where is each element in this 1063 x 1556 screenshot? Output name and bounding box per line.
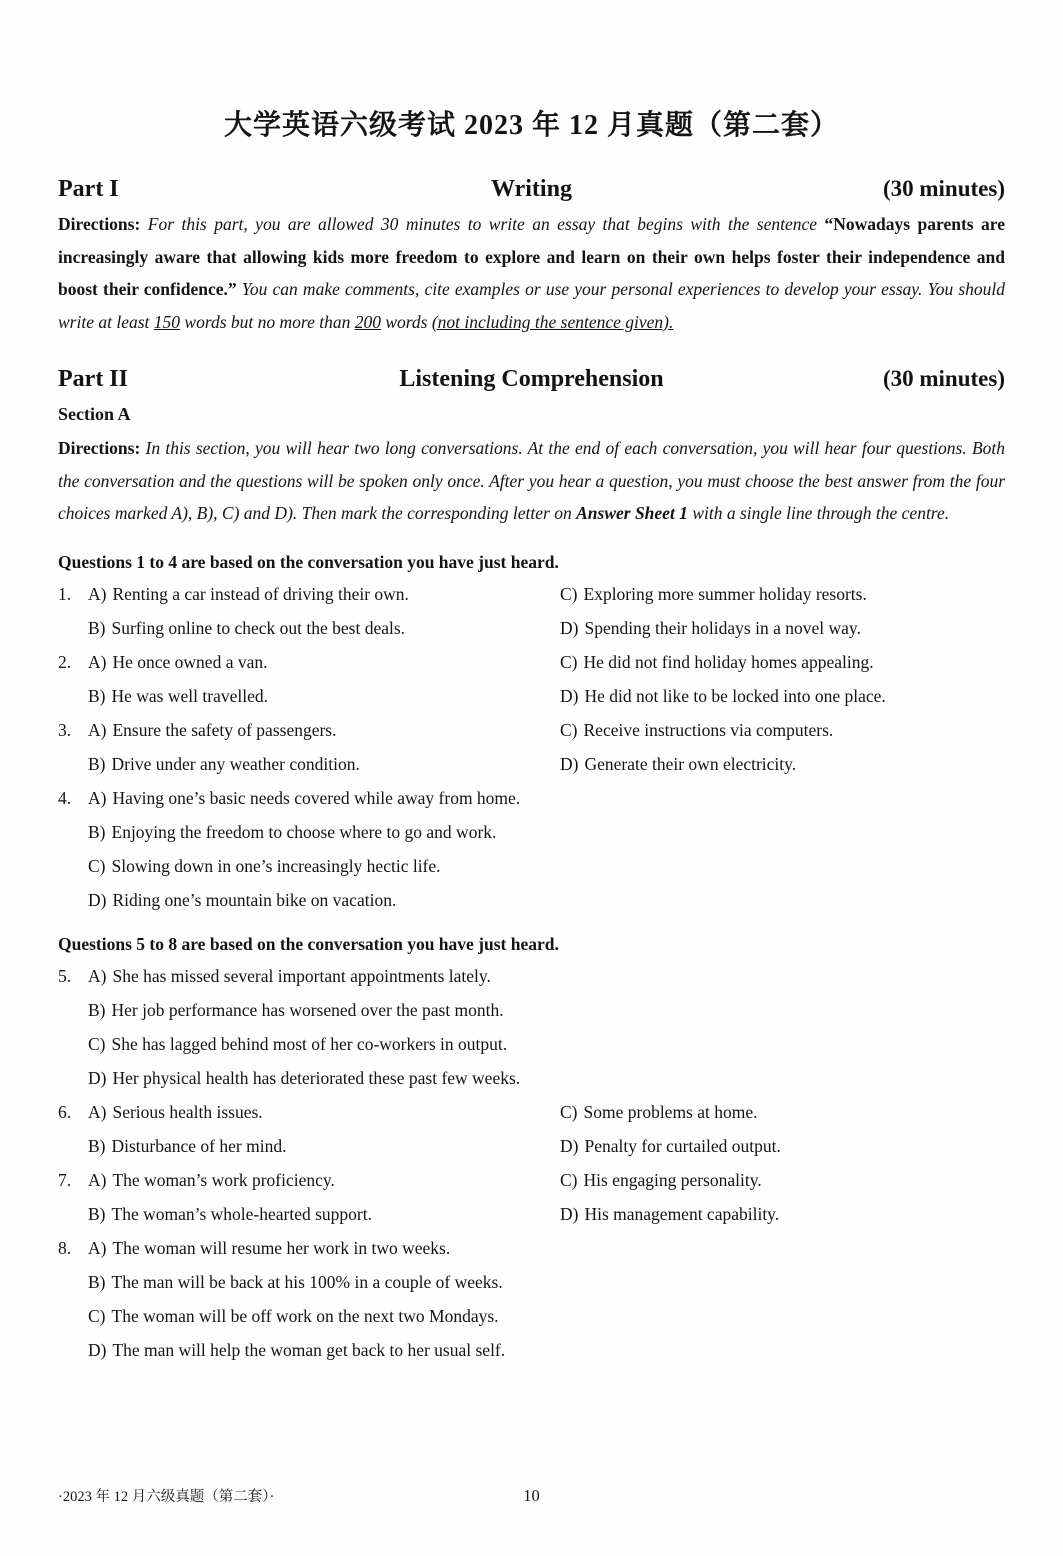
answer-option	[88, 1265, 1005, 1299]
answer-option	[88, 815, 1005, 849]
option-label: C)	[560, 1102, 578, 1122]
answer-option	[88, 993, 1005, 1027]
option-label: A)	[88, 584, 107, 604]
option-label: B)	[88, 822, 106, 842]
answer-option	[560, 577, 1005, 611]
part1-header	[58, 176, 1005, 203]
answer-option	[560, 713, 1005, 747]
part1-title: Writing	[491, 176, 572, 202]
answer-option	[88, 1061, 1005, 1095]
answer-option	[88, 849, 1005, 883]
option-text: His management capability.	[584, 1204, 780, 1224]
option-label: C)	[560, 1170, 578, 1190]
option-label: A)	[88, 1170, 107, 1190]
option-label: B)	[88, 754, 106, 774]
option-label: D)	[560, 754, 579, 774]
questions-1-4-heading: Questions 1 to 4 are based on the conversation you have just heard.	[58, 552, 559, 572]
directions-label: Directions:	[58, 438, 141, 458]
directions-label: Directions:	[58, 214, 141, 234]
answer-option	[88, 1333, 1005, 1367]
section-a-label: Section A	[58, 404, 131, 424]
option-text: Receive instructions via computers.	[583, 720, 834, 740]
question-4	[58, 781, 1005, 917]
question-number: 1.	[58, 584, 72, 604]
option-text: He once owned a van.	[112, 652, 268, 672]
option-label: D)	[560, 1136, 579, 1156]
question-number: 4.	[58, 788, 72, 808]
question-number: 2.	[58, 652, 72, 672]
option-text: The man will be back at his 100% in a couple of weeks.	[111, 1272, 503, 1292]
option-label: B)	[88, 618, 106, 638]
question-6	[58, 1095, 1005, 1163]
answer-option	[88, 679, 560, 713]
option-label: B)	[88, 1000, 106, 1020]
footer-source-label: ·2023 年 12 月六级真题（第二套）·	[58, 1489, 275, 1505]
answer-option	[560, 1163, 1005, 1197]
option-label: D)	[88, 1068, 107, 1088]
option-label: C)	[560, 584, 578, 604]
answer-option	[88, 1163, 560, 1197]
directions-note: (not including the sentence given)	[431, 311, 669, 332]
option-text: She has missed several important appointments lately.	[112, 966, 491, 986]
part1-directions	[58, 208, 1005, 338]
option-label: D)	[88, 1340, 107, 1360]
directions-between: words but no more than	[184, 311, 351, 332]
question-8	[58, 1231, 1005, 1367]
directions-body: In this section, you will hear two long conversations. At the end of each conversation, you will hear four questions. Both the conversation and the questions will be spoken only once. After you hear a question, you must choose the best answer from the four choices marked A), B), C) and D). Then mark the corresponding letter on	[58, 438, 1005, 523]
option-text: Drive under any weather condition.	[111, 754, 360, 774]
essay-opening-sentence: “Nowadays parents are increasingly aware that allowing kids more freedom to explore and learn on their own helps foster their independence and boost their confidence.”	[58, 214, 1005, 299]
option-label: C)	[560, 652, 578, 672]
option-label: C)	[88, 1306, 106, 1326]
answer-option	[88, 1299, 1005, 1333]
option-label: B)	[88, 686, 106, 706]
option-label: C)	[560, 720, 578, 740]
part1-label: Part I	[58, 176, 119, 202]
option-label: D)	[560, 686, 579, 706]
answer-option	[88, 611, 560, 645]
question-5	[58, 959, 1005, 1095]
option-label: A)	[88, 720, 107, 740]
question-7	[58, 1163, 1005, 1231]
option-label: D)	[560, 618, 579, 638]
option-text: Enjoying the freedom to choose where to go and work.	[111, 822, 497, 842]
question-number: 5.	[58, 966, 72, 986]
option-text: He did not like to be locked into one place.	[584, 686, 886, 706]
max-word-count: 200	[354, 311, 381, 332]
answer-option	[560, 645, 1005, 679]
option-text: Surfing online to check out the best deals.	[111, 618, 406, 638]
option-text: The woman will be off work on the next two Mondays.	[111, 1306, 499, 1326]
answer-sheet-reference: Answer Sheet 1	[576, 503, 688, 523]
option-text: Having one’s basic needs covered while away from home.	[112, 788, 521, 808]
option-text: Her job performance has worsened over the past month.	[111, 1000, 504, 1020]
part2-label: Part II	[58, 366, 128, 392]
answer-option	[88, 1231, 1005, 1265]
answer-option	[88, 1027, 1005, 1061]
option-text: Her physical health has deteriorated these past few weeks.	[112, 1068, 521, 1088]
part1-duration: (30 minutes)	[882, 176, 1005, 201]
answer-option	[88, 747, 560, 781]
option-text: The woman’s work proficiency.	[112, 1170, 335, 1190]
option-text: Ensure the safety of passengers.	[112, 720, 337, 740]
option-text: He did not find holiday homes appealing.	[583, 652, 874, 672]
question-number: 6.	[58, 1102, 72, 1122]
min-word-count: 150	[153, 311, 181, 332]
answer-option	[560, 679, 1005, 713]
option-text: The woman will resume her work in two weeks.	[112, 1238, 451, 1258]
option-label: D)	[88, 890, 107, 910]
directions-intro: For this part, you are allowed 30 minutes to write an essay that begins with the sentence	[147, 214, 818, 234]
question-number: 7.	[58, 1170, 72, 1190]
option-label: A)	[88, 788, 107, 808]
answer-option	[560, 747, 1005, 781]
directions-middle: You can make comments, cite examples or use your personal experiences to develop your essay. You should write at least	[58, 279, 1006, 332]
option-label: B)	[88, 1136, 106, 1156]
part2-title: Listening Comprehension	[399, 366, 664, 392]
answer-option	[560, 1095, 1005, 1129]
option-label: B)	[88, 1204, 106, 1224]
answer-option	[88, 781, 1005, 815]
option-text: Penalty for curtailed output.	[584, 1136, 781, 1156]
directions-period: .	[669, 311, 674, 332]
page-title: 大学英语六级考试 2023 年 12 月真题（第二套）	[223, 110, 839, 141]
part2-directions	[58, 432, 1005, 530]
option-text: She has lagged behind most of her co-workers in output.	[111, 1034, 508, 1054]
option-text: Serious health issues.	[112, 1102, 263, 1122]
directions-tail: with a single line through the centre.	[692, 503, 950, 523]
option-text: The woman’s whole-hearted support.	[111, 1204, 372, 1224]
question-3	[58, 713, 1005, 781]
part2-header	[58, 366, 1005, 393]
option-label: D)	[560, 1204, 579, 1224]
question-2	[58, 645, 1005, 713]
option-text: The man will help the woman get back to her usual self.	[112, 1340, 506, 1360]
option-label: A)	[88, 652, 107, 672]
answer-option	[88, 1095, 560, 1129]
option-label: A)	[88, 1238, 107, 1258]
question-1	[58, 577, 1005, 645]
option-label: C)	[88, 1034, 106, 1054]
option-text: Generate their own electricity.	[584, 754, 797, 774]
option-label: B)	[88, 1272, 106, 1292]
directions-after: words	[385, 311, 428, 332]
answer-option	[560, 611, 1005, 645]
question-number: 3.	[58, 720, 72, 740]
page-footer	[58, 1485, 1005, 1506]
page-number: 10	[523, 1486, 540, 1505]
answer-option	[88, 1197, 560, 1231]
answer-option	[88, 1129, 560, 1163]
answer-option	[88, 645, 560, 679]
option-text: Renting a car instead of driving their own.	[112, 584, 409, 604]
answer-option	[88, 577, 560, 611]
option-text: Riding one’s mountain bike on vacation.	[112, 890, 397, 910]
option-text: Exploring more summer holiday resorts.	[583, 584, 867, 604]
question-number: 8.	[58, 1238, 72, 1258]
option-text: He was well travelled.	[111, 686, 268, 706]
option-label: A)	[88, 1102, 107, 1122]
questions-5-8-heading: Questions 5 to 8 are based on the conversation you have just heard.	[58, 934, 559, 954]
option-text: His engaging personality.	[583, 1170, 762, 1190]
option-text: Some problems at home.	[583, 1102, 758, 1122]
answer-option	[560, 1129, 1005, 1163]
answer-option	[560, 1197, 1005, 1231]
option-text: Slowing down in one’s increasingly hectic life.	[111, 856, 441, 876]
answer-option	[88, 883, 1005, 917]
option-label: A)	[88, 966, 107, 986]
option-label: C)	[88, 856, 106, 876]
part2-duration: (30 minutes)	[882, 366, 1005, 391]
answer-option	[88, 959, 1005, 993]
option-text: Spending their holidays in a novel way.	[584, 618, 861, 638]
option-text: Disturbance of her mind.	[111, 1136, 287, 1156]
answer-option	[88, 713, 560, 747]
